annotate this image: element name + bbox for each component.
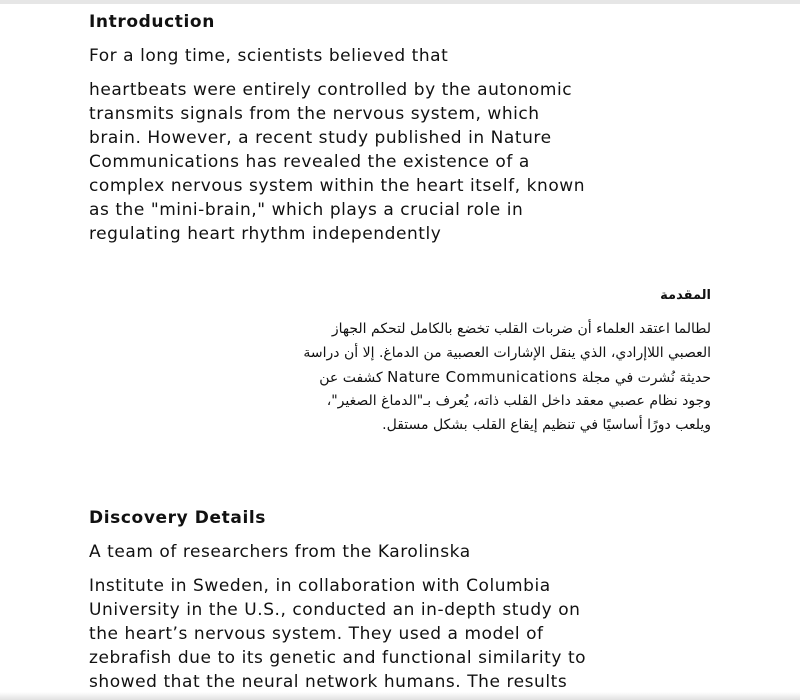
intro-line-5: Communications has revealed the existence of a — [89, 152, 530, 172]
arabic-heading: المقدمة — [660, 288, 711, 303]
arabic-line-3-start: حديثة نُشرت في مجلة — [581, 370, 711, 386]
discovery-line-4: the heart’s nervous system. They used a model of — [89, 624, 544, 644]
discovery-heading: Discovery Details — [89, 508, 267, 528]
top-divider — [0, 0, 800, 4]
intro-line-7: as the "mini-brain," which plays a crucial role in — [89, 200, 524, 220]
intro-line-1: For a long time, scientists believed that — [89, 46, 449, 66]
arabic-line-2: العصبي اللاإرادي، الذي ينقل الإشارات العصبية من الدماغ. إلا أن دراسة — [303, 345, 711, 361]
arabic-line-3-end: كشفت عن — [319, 370, 383, 386]
intro-line-2: heartbeats were entirely controlled by the autonomic — [89, 80, 573, 100]
intro-line-8: regulating heart rhythm independently — [89, 224, 442, 244]
journal-name: Nature Communications — [387, 368, 578, 386]
intro-line-4: brain. However, a recent study published in Nature — [89, 128, 552, 148]
arabic-line-4: وجود نظام عصبي معقد داخل القلب ذاته، يُعرف بـ"الدماغ الصغير"، — [326, 393, 711, 409]
discovery-line-3: University in the U.S., conducted an in-depth study on — [89, 600, 581, 620]
arabic-line-1: لطالما اعتقد العلماء أن ضربات القلب تخضع بالكامل لتحكم الجهاز — [331, 321, 711, 337]
intro-heading: Introduction — [89, 12, 215, 32]
arabic-line-5: ويلعب دورًا أساسيًا في تنظيم إيقاع القلب بشكل مستقل. — [382, 417, 711, 433]
intro-line-6: complex nervous system within the heart itself, known — [89, 176, 586, 196]
discovery-line-5: zebrafish due to its genetic and functional similarity to — [89, 648, 587, 668]
bottom-edge-shadow — [0, 692, 800, 700]
discovery-line-2: Institute in Sweden, in collaboration with Columbia — [89, 576, 551, 596]
discovery-line-1: A team of researchers from the Karolinska — [89, 542, 471, 562]
intro-line-3: transmits signals from the nervous system, which — [89, 104, 540, 124]
arabic-line-3 — [319, 366, 711, 390]
discovery-line-6: showed that the neural network humans. The results — [89, 672, 568, 692]
